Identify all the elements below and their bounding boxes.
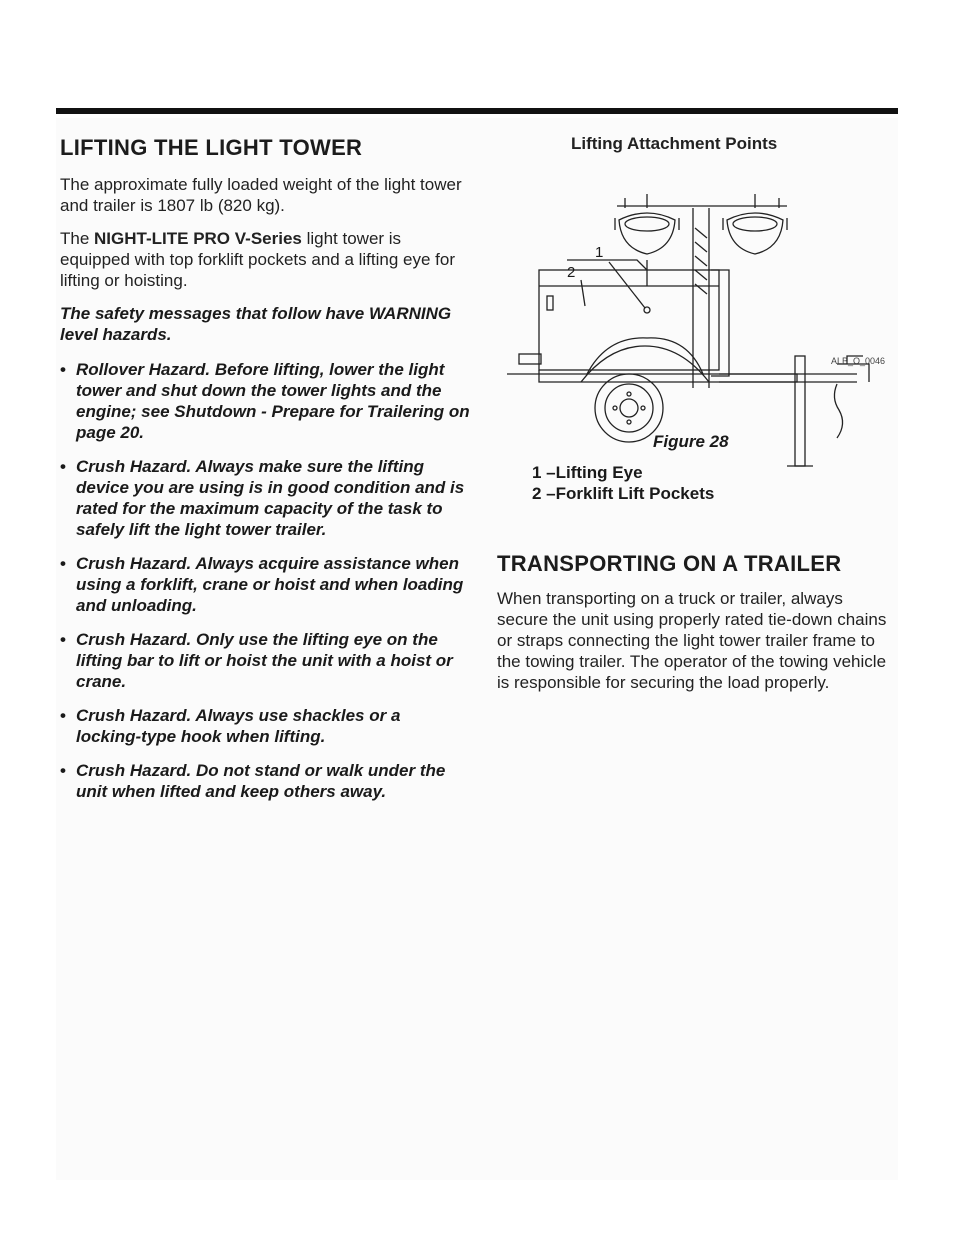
- hazard-item: [60, 705, 470, 747]
- figure-id: ALB_O_0046: [830, 356, 885, 366]
- callout-1: 1: [595, 244, 604, 261]
- callout-2: 2: [567, 264, 576, 281]
- equipment-suffix: light tower is equipped with top forklift pockets and a lifting eye for lifting or hoisting.: [60, 229, 456, 290]
- figure-heading: Lifting Attachment Points: [571, 134, 778, 153]
- equipment-paragraph: [60, 228, 470, 291]
- hazard-text: Crush Hazard. Do not stand or walk under the unit when lifted and keep others away.: [76, 761, 446, 801]
- hazard-text: Crush Hazard. Always acquire assistance when using a forklift, crane or hoist and when loading and unloading.: [76, 554, 464, 615]
- section-title-lifting: LIFTING THE LIGHT TOWER: [60, 135, 363, 160]
- bullet: •: [60, 630, 66, 649]
- figure-legend: [532, 462, 897, 504]
- hazard-text: Crush Hazard. Only use the lifting eye on the lifting bar to lift or hoist the unit with a hoist or crane.: [76, 630, 453, 691]
- hazard-item: [60, 760, 470, 802]
- hazard-item: [60, 553, 470, 616]
- top-rule: [56, 108, 898, 114]
- weight-paragraph: The approximate fully loaded weight of the light tower and trailer is 1807 lb (820 kg).: [60, 175, 462, 215]
- hazard-text: Rollover Hazard. Before lifting, lower the light tower and shut down the tower lights and the engine; see Shutdown - Prepare for Trailering on page 20.: [76, 360, 470, 442]
- product-name: NIGHT-LITE PRO V-Series: [94, 229, 302, 248]
- hazard-item: [60, 629, 470, 692]
- bullet: •: [60, 360, 66, 379]
- hazard-item: [60, 456, 470, 540]
- bullet: •: [60, 761, 66, 780]
- left-column: [60, 134, 470, 815]
- legend-item-lifting-eye: 1 –Lifting Eye: [532, 463, 643, 482]
- hazard-text: Crush Hazard. Always use shackles or a locking-type hook when lifting.: [76, 706, 401, 746]
- figure-caption: Figure 28: [653, 432, 729, 451]
- hazard-item: [60, 359, 470, 443]
- light-tower-trailer-illustration: [497, 168, 897, 468]
- legend-item-forklift-pockets: 2 –Forklift Lift Pockets: [532, 484, 715, 503]
- section-title-transporting: TRANSPORTING ON A TRAILER: [497, 551, 842, 576]
- bullet: •: [60, 554, 66, 573]
- hazard-list: [60, 359, 470, 802]
- warning-intro: The safety messages that follow have WARNING level hazards.: [60, 304, 452, 344]
- hazard-text: Crush Hazard. Always make sure the lifting device you are using is in good condition and is rated for the maximum capacity of the task to safely lift the light tower trailer.: [76, 457, 465, 539]
- bullet: •: [60, 706, 66, 725]
- right-column: [497, 134, 897, 705]
- figure-28: [497, 168, 897, 468]
- bullet: •: [60, 457, 66, 476]
- transport-paragraph: When transporting on a truck or trailer, always secure the unit using properly rated tie-down chains or straps connecting the light tower trailer frame to the towing trailer. The operator of the towing vehicle is responsible for securing the load properly.: [497, 589, 887, 692]
- equipment-prefix: The: [60, 229, 95, 248]
